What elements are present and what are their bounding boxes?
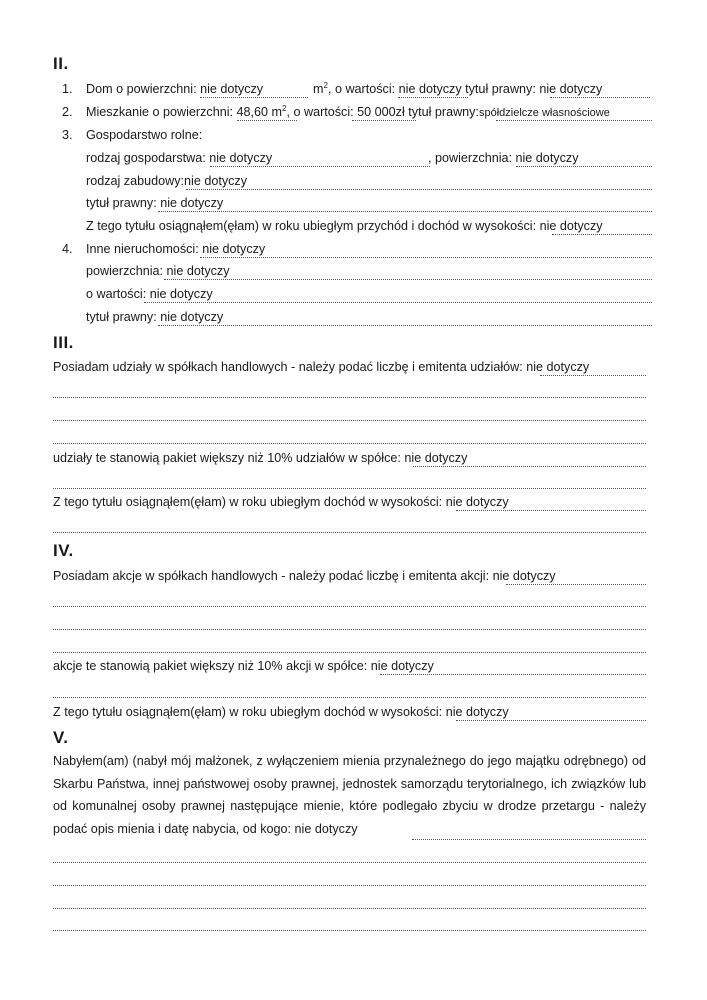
house-row (86, 82, 263, 97)
house-title-label: tytuł prawny: (465, 82, 536, 96)
item-number: 1. (62, 82, 73, 96)
house-title: nie dotyczy (539, 82, 603, 96)
house-area-label: Dom o powierzchni: (86, 82, 197, 96)
other-title-row (86, 310, 223, 325)
house-value: nie dotyczy (398, 82, 462, 96)
other-area-row (86, 264, 230, 279)
stock-row (53, 569, 556, 584)
other-title-label: tytuł prawny: (86, 310, 157, 324)
acquisition-answer: nie dotyczy (294, 821, 358, 836)
flat-title: spółdzielcze własnościowe (478, 107, 610, 119)
other-value-label: o wartości: (86, 287, 147, 301)
farm-heading: Gospodarstwo rolne: (86, 128, 203, 142)
flat-value: 50 000zł (357, 105, 405, 119)
shares-package-label: udziały te stanowią pakiet większy niż 10% udziałów w spółce: (53, 451, 401, 465)
flat-value-label: , o wartości: (286, 105, 354, 119)
stock-label: Posiadam akcje w spółkach handlowych - należy podać liczbę i emitenta akcji: (53, 569, 490, 583)
farm-income: nie dotyczy (539, 219, 603, 233)
farm-type-label: rodzaj gospodarstwa: (86, 151, 206, 165)
shares-package-row (53, 451, 467, 466)
farm-buildings: nie dotyczy (184, 174, 248, 188)
stock-income-value: nie dotyczy (445, 705, 509, 719)
farm-income-row (86, 219, 603, 234)
shares-row (53, 360, 589, 375)
stock-value: nie dotyczy (492, 569, 556, 583)
farm-title-row (86, 196, 223, 211)
farm-income-label: Z tego tytułu osiągnąłem(ęłam) w roku ubiegłym przychód i dochód w wysokości: (86, 219, 537, 233)
item-number: 2. (62, 105, 73, 119)
farm-buildings-label: rodzaj zabudowy: (86, 174, 185, 188)
shares-package-value: nie dotyczy (404, 451, 468, 465)
stock-income-label: Z tego tytułu osiągnąłem(ęłam) w roku ubiegłym dochód w wysokości: (53, 705, 443, 719)
shares-income-value: nie dotyczy (445, 495, 509, 509)
acquisition-text: Nabyłem(am) (nabył mój małżonek, z wyłączeniem mienia przynależnego do jego majątku odrębnego) od Skarbu Państwa, innej państwowej osoby prawnej, jednostek samorządu terytorialnego, ich związków lub od komunalnej osoby prawnej następujące mienie, które podlegało zbyciu w drodze przetargu - należy podać opis mienia i datę nabycia, od kogo: (53, 754, 646, 836)
stock-income-row (53, 705, 509, 720)
stock-package-value: nie dotyczy (370, 659, 434, 673)
other-area: nie dotyczy (166, 264, 230, 278)
flat-row (86, 105, 610, 121)
item-number: 4. (62, 242, 73, 256)
other-value-row (86, 287, 213, 302)
other-area-label: powierzchnia: (86, 264, 164, 278)
farm-type-row (86, 151, 272, 166)
stock-package-row (53, 659, 434, 674)
house-value-label: , o wartości: (327, 82, 396, 96)
farm-title-label: tytuł prawny: (86, 196, 157, 210)
other-property: nie dotyczy (202, 242, 266, 256)
acquisition-paragraph (53, 750, 646, 840)
farm-area: nie dotyczy (515, 151, 579, 165)
farm-type: nie dotyczy (209, 151, 273, 165)
other-property-label: Inne nieruchomości: (86, 242, 199, 256)
shares-income-label: Z tego tytułu osiągnąłem(ęłam) w roku ubiegłym dochód w wysokości: (53, 495, 443, 509)
flat-area-label: Mieszkanie o powierzchni: (86, 105, 233, 119)
other-title: nie dotyczy (160, 310, 224, 324)
shares-label: Posiadam udziały w spółkach handlowych - należy podać liczbę i emitenta udziałów: (53, 360, 523, 374)
section-heading-v: V. (53, 728, 69, 747)
other-value: nie dotyczy (149, 287, 213, 301)
farm-title: nie dotyczy (160, 196, 224, 210)
section-heading-iii: III. (53, 333, 74, 352)
house-value-row (313, 82, 602, 97)
shares-income-row (53, 495, 509, 510)
flat-title-label: tytuł prawny: (408, 105, 479, 119)
farm-buildings-row (86, 174, 247, 189)
house-area-value: nie dotyczy (200, 82, 264, 96)
section-heading-ii: II. (53, 54, 69, 73)
house-unit: $m^2$ (313, 80, 328, 96)
flat-area: 48,60 $m^2$ (236, 103, 287, 119)
farm-area-row (428, 151, 579, 166)
farm-area-label: , powierzchnia: (428, 151, 512, 165)
section-heading-iv: IV. (53, 541, 74, 560)
shares-value: nie dotyczy (526, 360, 590, 374)
other-property-row (86, 242, 265, 257)
stock-package-label: akcje te stanowią pakiet większy niż 10% akcji w spółce: (53, 659, 368, 673)
item-number: 3. (62, 128, 73, 142)
